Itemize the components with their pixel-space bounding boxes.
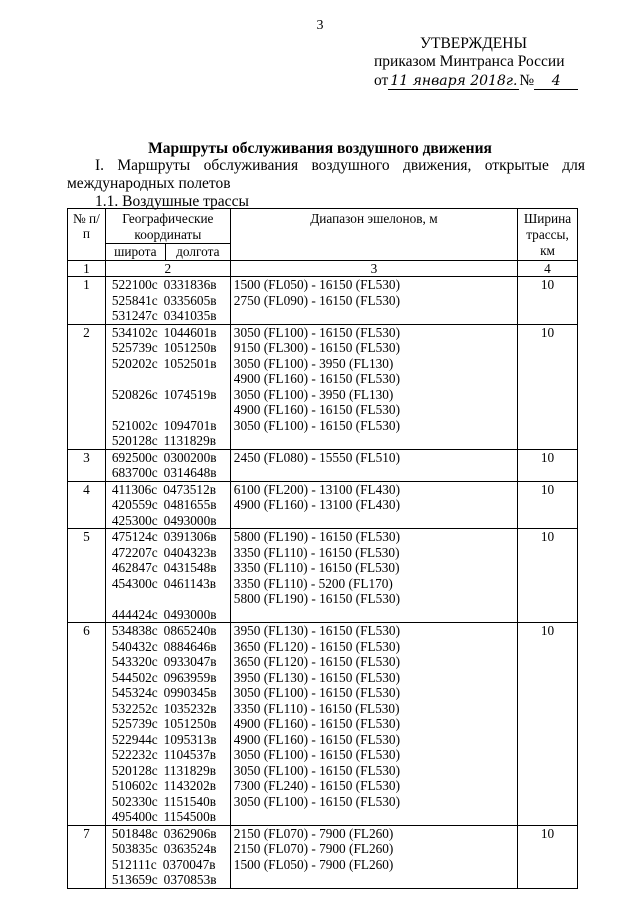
- flight-level-ranges: [230, 277, 517, 325]
- coordinate-point: [109, 841, 227, 857]
- coordinate-point: [109, 277, 227, 293]
- table-row: [68, 623, 578, 826]
- coordinate-point: [109, 387, 227, 403]
- flight-level-range: 3050 (FL100) - 16150 (FL530): [233, 324, 400, 340]
- route-number: 7: [68, 825, 106, 888]
- longitude: 0363524в: [163, 841, 217, 856]
- flight-level-range: 4900 (FL160) - 16150 (FL530): [233, 731, 400, 747]
- flight-level-range: 3950 (FL130) - 16150 (FL530): [233, 623, 400, 638]
- longitude: 0300200в: [163, 449, 217, 465]
- coordinate-point: [109, 809, 227, 825]
- latitude: 462847с: [111, 560, 158, 575]
- route-width: 10: [518, 623, 578, 826]
- longitude: 1143202в: [163, 778, 216, 793]
- coordinate-point: [109, 545, 227, 561]
- approval-heading: УТВЕРЖДЕНЫ: [420, 35, 527, 52]
- section-heading-continued: международных полетов: [67, 175, 231, 192]
- longitude: 0341035в: [163, 308, 217, 323]
- section-word: воздушного: [311, 157, 390, 174]
- longitude: 0331836в: [163, 277, 217, 292]
- document-title: Маршруты обслуживания воздушного движения: [148, 140, 492, 157]
- latitude: 532252с: [111, 700, 158, 716]
- flight-level-range: 1500 (FL050) - 7900 (FL260): [233, 856, 394, 872]
- coordinate-point: [109, 685, 227, 701]
- header-width: Ширина трассы, км: [518, 209, 578, 261]
- latitude: 454300с: [111, 575, 158, 591]
- coordinate-point: [109, 763, 227, 779]
- longitude: 0990345в: [163, 685, 217, 700]
- coordinate-point: [109, 857, 227, 873]
- route-width: 10: [518, 529, 578, 623]
- longitude: 1104537в: [163, 747, 216, 762]
- header-lon: долгота: [165, 244, 230, 261]
- flight-level-range: 1500 (FL050) - 16150 (FL530): [233, 277, 400, 292]
- flight-level-range: 3050 (FL100) - 3950 (FL130): [233, 355, 394, 371]
- table-row: [68, 825, 578, 888]
- table-row: [68, 481, 578, 529]
- coordinate-point: [109, 794, 227, 810]
- latitude: 544502с: [111, 669, 158, 685]
- coordinate-point: [109, 433, 227, 449]
- coordinate-point: [109, 356, 227, 372]
- coordinate-point: [109, 513, 227, 529]
- latitude: 531247с: [111, 308, 158, 323]
- latitude: 510602с: [111, 778, 158, 793]
- route-number: 5: [68, 529, 106, 623]
- route-number: 6: [68, 623, 106, 826]
- section-word: открытые: [484, 157, 549, 174]
- flight-level-ranges: [230, 324, 517, 449]
- flight-level-range: 3350 (FL110) - 16150 (FL530): [233, 560, 400, 575]
- latitude: 411306с: [111, 481, 158, 497]
- longitude: 0933047в: [163, 654, 217, 669]
- flight-level-range: 6100 (FL200) - 13100 (FL430): [233, 481, 400, 497]
- coordinate-point: [109, 576, 227, 592]
- route-width: 10: [518, 324, 578, 449]
- flight-level-range: 4900 (FL160) - 16150 (FL530): [233, 371, 400, 386]
- coordinate-point: [109, 716, 227, 732]
- coordinate-point: [109, 670, 227, 686]
- route-coordinates: [105, 449, 230, 481]
- flight-level-range: 3050 (FL100) - 16150 (FL530): [233, 417, 400, 433]
- latitude: 525739с: [111, 716, 158, 731]
- longitude: 1035232в: [163, 700, 217, 716]
- handwritten-number: 4: [534, 73, 578, 90]
- longitude: 0362906в: [163, 825, 217, 841]
- flight-level-range: 2150 (FL070) - 7900 (FL260): [233, 841, 394, 856]
- latitude: 545324с: [111, 685, 158, 700]
- route-coordinates: [105, 825, 230, 888]
- flight-level-range: 4900 (FL160) - 13100 (FL430): [233, 497, 400, 512]
- flight-level-range: 3050 (FL100) - 16150 (FL530): [233, 747, 400, 762]
- latitude: 522100с: [111, 277, 158, 292]
- table-row: [68, 277, 578, 325]
- table-row: [68, 324, 578, 449]
- coordinate-point: [109, 639, 227, 655]
- longitude: 1095313в: [163, 731, 217, 747]
- coordinate-point: [109, 654, 227, 670]
- route-number: 4: [68, 481, 106, 529]
- coordinate-point: [109, 371, 227, 387]
- longitude: 1051250в: [163, 340, 217, 355]
- coordinate-point: [109, 607, 227, 623]
- flight-level-range: 3350 (FL110) - 16150 (FL530): [233, 700, 400, 716]
- longitude: 0493000в: [163, 512, 217, 528]
- number-prefix: №: [519, 72, 535, 89]
- latitude: 502330с: [111, 793, 158, 809]
- flight-level-ranges: [230, 825, 517, 888]
- flight-level-range: 3650 (FL120) - 16150 (FL530): [233, 638, 400, 654]
- header-num: № п/п: [68, 209, 106, 261]
- route-width: 10: [518, 449, 578, 481]
- flight-level-ranges: [230, 623, 517, 826]
- latitude: 495400с: [111, 809, 158, 824]
- coordinate-point: [109, 482, 227, 498]
- longitude: 0370047в: [162, 856, 216, 872]
- header-coords: Географические координаты: [105, 209, 230, 244]
- longitude: 0963959в: [163, 669, 217, 685]
- latitude: 522232с: [111, 747, 158, 762]
- longitude: 0431548в: [163, 560, 217, 575]
- coordinate-point: [109, 747, 227, 763]
- flight-level-range: 7300 (FL240) - 16150 (FL530): [233, 778, 400, 793]
- latitude: 520826с: [111, 386, 158, 402]
- coordinate-point: [109, 529, 227, 545]
- longitude: 0314648в: [163, 465, 217, 480]
- flight-level-range: 5800 (FL190) - 16150 (FL530): [233, 591, 400, 606]
- section-word: обслуживания: [203, 157, 299, 174]
- header-lat: широта: [105, 244, 165, 261]
- flight-level-range: 2150 (FL070) - 7900 (FL260): [233, 825, 394, 841]
- longitude: 1151540в: [163, 793, 216, 809]
- flight-level-range: 4900 (FL160) - 16150 (FL530): [233, 716, 400, 731]
- coordinate-point: [109, 497, 227, 513]
- route-width: 10: [518, 825, 578, 888]
- coordinate-point: [109, 450, 227, 466]
- route-number: 1: [68, 277, 106, 325]
- section-heading: [95, 157, 585, 175]
- route-coordinates: [105, 623, 230, 826]
- approval-date-line: [374, 72, 578, 90]
- coordinate-point: [109, 826, 227, 842]
- longitude: 0370853в: [163, 872, 217, 887]
- flight-level-ranges: [230, 481, 517, 529]
- latitude: 520128с: [111, 762, 158, 778]
- latitude: 425300с: [111, 512, 158, 528]
- latitude: 525739с: [111, 340, 158, 355]
- latitude: 512111с: [111, 856, 157, 872]
- longitude: 0335605в: [163, 292, 217, 308]
- latitude: 520128с: [111, 433, 158, 448]
- table-row: [68, 449, 578, 481]
- latitude: 534102с: [111, 324, 158, 340]
- longitude: 1044601в: [163, 324, 217, 340]
- longitude: 0461143в: [163, 575, 216, 591]
- longitude: 0865240в: [163, 623, 217, 638]
- latitude: 525841с: [111, 292, 158, 308]
- longitude: 1074519в: [163, 386, 217, 402]
- col-number: 3: [230, 260, 517, 277]
- coordinate-point: [109, 465, 227, 481]
- route-coordinates: [105, 277, 230, 325]
- header-range: Диапазон эшелонов, м: [230, 209, 517, 261]
- flight-level-range: 3050 (FL100) - 16150 (FL530): [233, 685, 400, 700]
- coordinate-point: [109, 560, 227, 576]
- flight-level-range: 3950 (FL130) - 16150 (FL530): [233, 669, 400, 685]
- longitude: 0481655в: [163, 497, 217, 512]
- flight-level-range: 3050 (FL100) - 3950 (FL130): [233, 386, 394, 402]
- flight-level-range: 3050 (FL100) - 16150 (FL530): [233, 762, 400, 778]
- longitude: 1154500в: [163, 809, 216, 824]
- latitude: 444424с: [111, 606, 158, 622]
- page-number: 3: [316, 18, 324, 33]
- route-coordinates: [105, 529, 230, 623]
- coordinate-point: [109, 325, 227, 341]
- latitude: 522944с: [111, 731, 158, 747]
- flight-level-range: 2450 (FL080) - 15550 (FL510): [233, 449, 400, 465]
- section-word: I.: [95, 157, 105, 174]
- longitude: 0473512в: [163, 481, 217, 497]
- route-width: 10: [518, 481, 578, 529]
- coordinate-point: [109, 591, 227, 607]
- latitude: 503835с: [111, 841, 158, 856]
- coordinate-point: [109, 623, 227, 639]
- section-word: движения,: [402, 157, 472, 174]
- table-row: [68, 529, 578, 623]
- longitude: 1052501в: [163, 355, 217, 371]
- coordinate-point: [109, 732, 227, 748]
- longitude: 1094701в: [163, 417, 217, 433]
- approval-order: приказом Минтранса России: [374, 53, 565, 70]
- coordinate-point: [109, 402, 227, 418]
- longitude: 0493000в: [163, 606, 217, 622]
- route-width: 10: [518, 277, 578, 325]
- coordinate-point: [109, 701, 227, 717]
- flight-level-range: 3350 (FL110) - 16150 (FL530): [233, 544, 400, 560]
- latitude: 472207с: [111, 544, 158, 560]
- flight-level-range: 3350 (FL110) - 5200 (FL170): [233, 575, 393, 591]
- latitude: 420559с: [111, 497, 158, 512]
- col-number: 1: [68, 260, 106, 277]
- airways-table: [67, 208, 578, 889]
- flight-level-range: 5800 (FL190) - 16150 (FL530): [233, 529, 400, 544]
- coordinate-point: [109, 418, 227, 434]
- section-word: для: [562, 157, 585, 174]
- flight-level-range: 9150 (FL300) - 16150 (FL530): [233, 340, 400, 355]
- latitude: 475124с: [111, 529, 158, 544]
- longitude: 0404323в: [163, 544, 217, 560]
- flight-level-range: 3650 (FL120) - 16150 (FL530): [233, 654, 400, 669]
- flight-level-range: 4900 (FL160) - 16150 (FL530): [233, 402, 400, 417]
- route-number: 3: [68, 449, 106, 481]
- section-word: Маршруты: [117, 157, 191, 174]
- latitude: 683700с: [111, 465, 158, 480]
- handwritten-date: 11 января 2018г.: [390, 73, 518, 89]
- latitude: 520202с: [111, 355, 158, 371]
- col-number: 2: [105, 260, 230, 277]
- col-number: 4: [518, 260, 578, 277]
- latitude: 540432с: [111, 638, 158, 654]
- latitude: 543320с: [111, 654, 158, 669]
- flight-level-ranges: [230, 529, 517, 623]
- latitude: 501848с: [111, 825, 158, 841]
- flight-level-range: 3050 (FL100) - 16150 (FL530): [233, 793, 400, 809]
- latitude: 692500с: [111, 449, 158, 465]
- coordinate-point: [109, 778, 227, 794]
- route-coordinates: [105, 324, 230, 449]
- longitude: 0391306в: [163, 529, 217, 544]
- latitude: 513659с: [111, 872, 158, 887]
- longitude: 1051250в: [163, 716, 217, 731]
- flight-level-ranges: [230, 449, 517, 481]
- latitude: 534838с: [111, 623, 158, 638]
- flight-level-range: 2750 (FL090) - 16150 (FL530): [233, 292, 400, 308]
- subsection-heading: 1.1. Воздушные трассы: [95, 193, 249, 210]
- date-prefix: от: [374, 72, 389, 89]
- route-coordinates: [105, 481, 230, 529]
- longitude: 1131829в: [163, 433, 216, 448]
- coordinate-point: [109, 308, 227, 324]
- coordinate-point: [109, 293, 227, 309]
- coordinate-point: [109, 340, 227, 356]
- latitude: 521002с: [111, 417, 158, 433]
- longitude: 0884646в: [163, 638, 217, 654]
- route-number: 2: [68, 324, 106, 449]
- coordinate-point: [109, 872, 227, 888]
- longitude: 1131829в: [163, 762, 216, 778]
